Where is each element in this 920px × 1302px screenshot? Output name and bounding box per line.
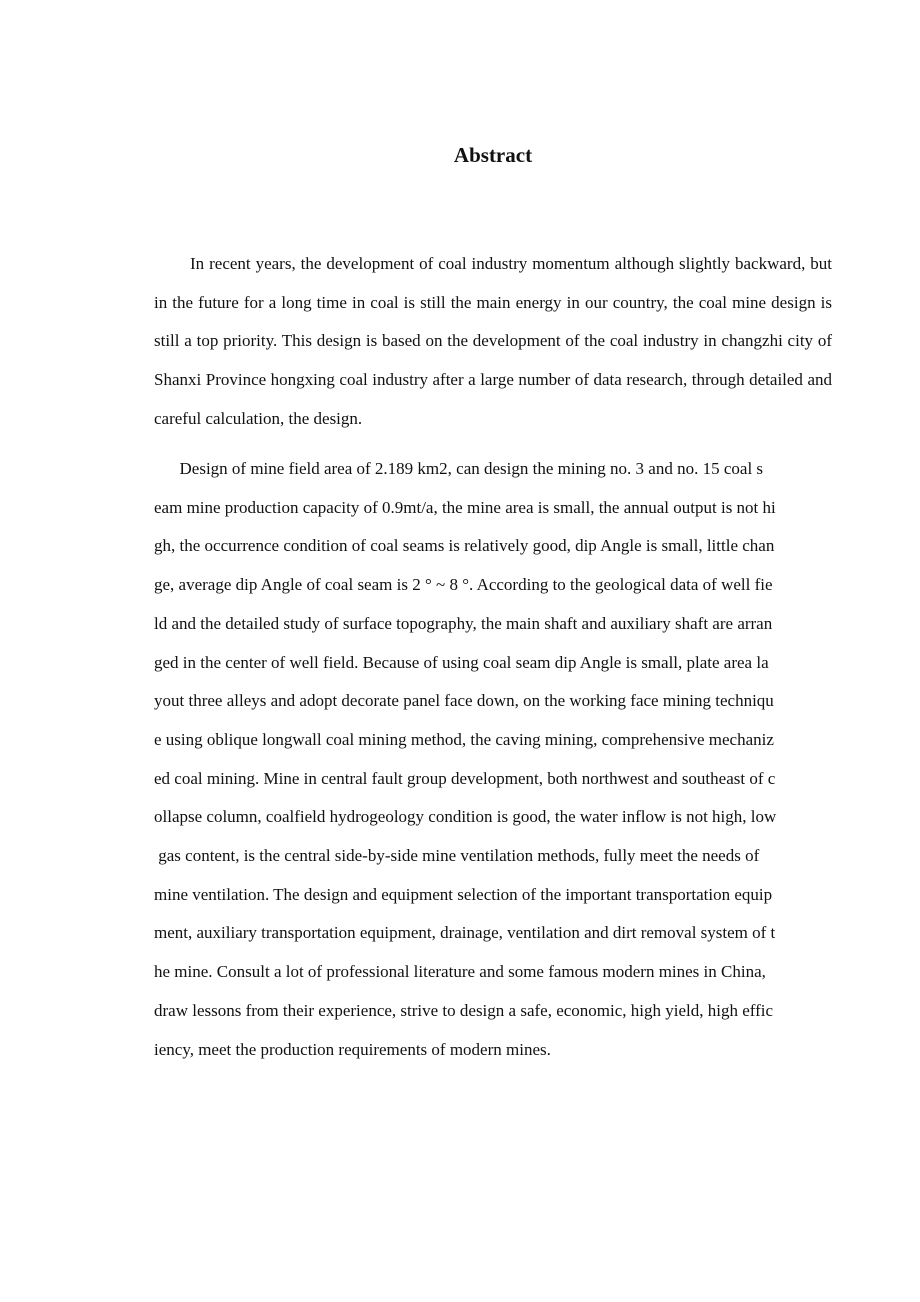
paragraph-line: ollapse column, coalfield hydrogeology condition is good, the water inflow is not high, low bbox=[154, 807, 777, 827]
abstract-paragraph-2 bbox=[154, 450, 844, 1069]
paragraph-line: ld and the detailed study of surface topography, the main shaft and auxiliary shaft are arran bbox=[154, 613, 773, 633]
paragraph-line: gas content, is the central side-by-side mine ventilation methods, fully meet the needs of bbox=[154, 846, 760, 866]
paragraph-line: iency, meet the production requirements of modern mines. bbox=[154, 1039, 551, 1059]
paragraph-line: eam mine production capacity of 0.9mt/a, the mine area is small, the annual output is not hi bbox=[154, 497, 776, 517]
paragraph-line: Design of mine field area of 2.189 km2, can design the mining no. 3 and no. 15 coal s bbox=[154, 459, 764, 478]
paragraph-line: ged in the center of well field. Because of using coal seam dip Angle is small, plate area la bbox=[154, 652, 769, 672]
paragraph-line: ed coal mining. Mine in central fault group development, both northwest and southeast of c bbox=[154, 768, 776, 788]
paragraph-line: gh, the occurrence condition of coal seams is relatively good, dip Angle is small, little chan bbox=[154, 536, 775, 556]
abstract-paragraph-1: In recent years, the development of coal industry momentum although slightly backward, but in the future for a long time in coal is still the main energy in our country, the coal mine design is still a top priority. This design is based on the development of the coal industry in changzhi city of Shanxi Province hongxing coal industry after a large number of data research, through detailed and careful calculation, the design. bbox=[154, 254, 832, 428]
paragraph-line: ge, average dip Angle of coal seam is 2 ° ~ 8 °. According to the geological data of well fie bbox=[154, 575, 773, 595]
paragraph-line: ment, auxiliary transportation equipment, drainage, ventilation and dirt removal system of t bbox=[154, 923, 776, 943]
paragraph-line: he mine. Consult a lot of professional literature and some famous modern mines in China, bbox=[154, 962, 766, 982]
paragraph-line: draw lessons from their experience, strive to design a safe, economic, high yield, high effic bbox=[154, 1000, 774, 1020]
paragraph-line: mine ventilation. The design and equipment selection of the important transportation equip bbox=[154, 884, 773, 904]
paragraph-line: e using oblique longwall coal mining method, the caving mining, comprehensive mechaniz bbox=[154, 729, 774, 749]
page-title: Abstract bbox=[453, 143, 533, 167]
paragraph-line: yout three alleys and adopt decorate panel face down, on the working face mining techniqu bbox=[154, 691, 774, 711]
